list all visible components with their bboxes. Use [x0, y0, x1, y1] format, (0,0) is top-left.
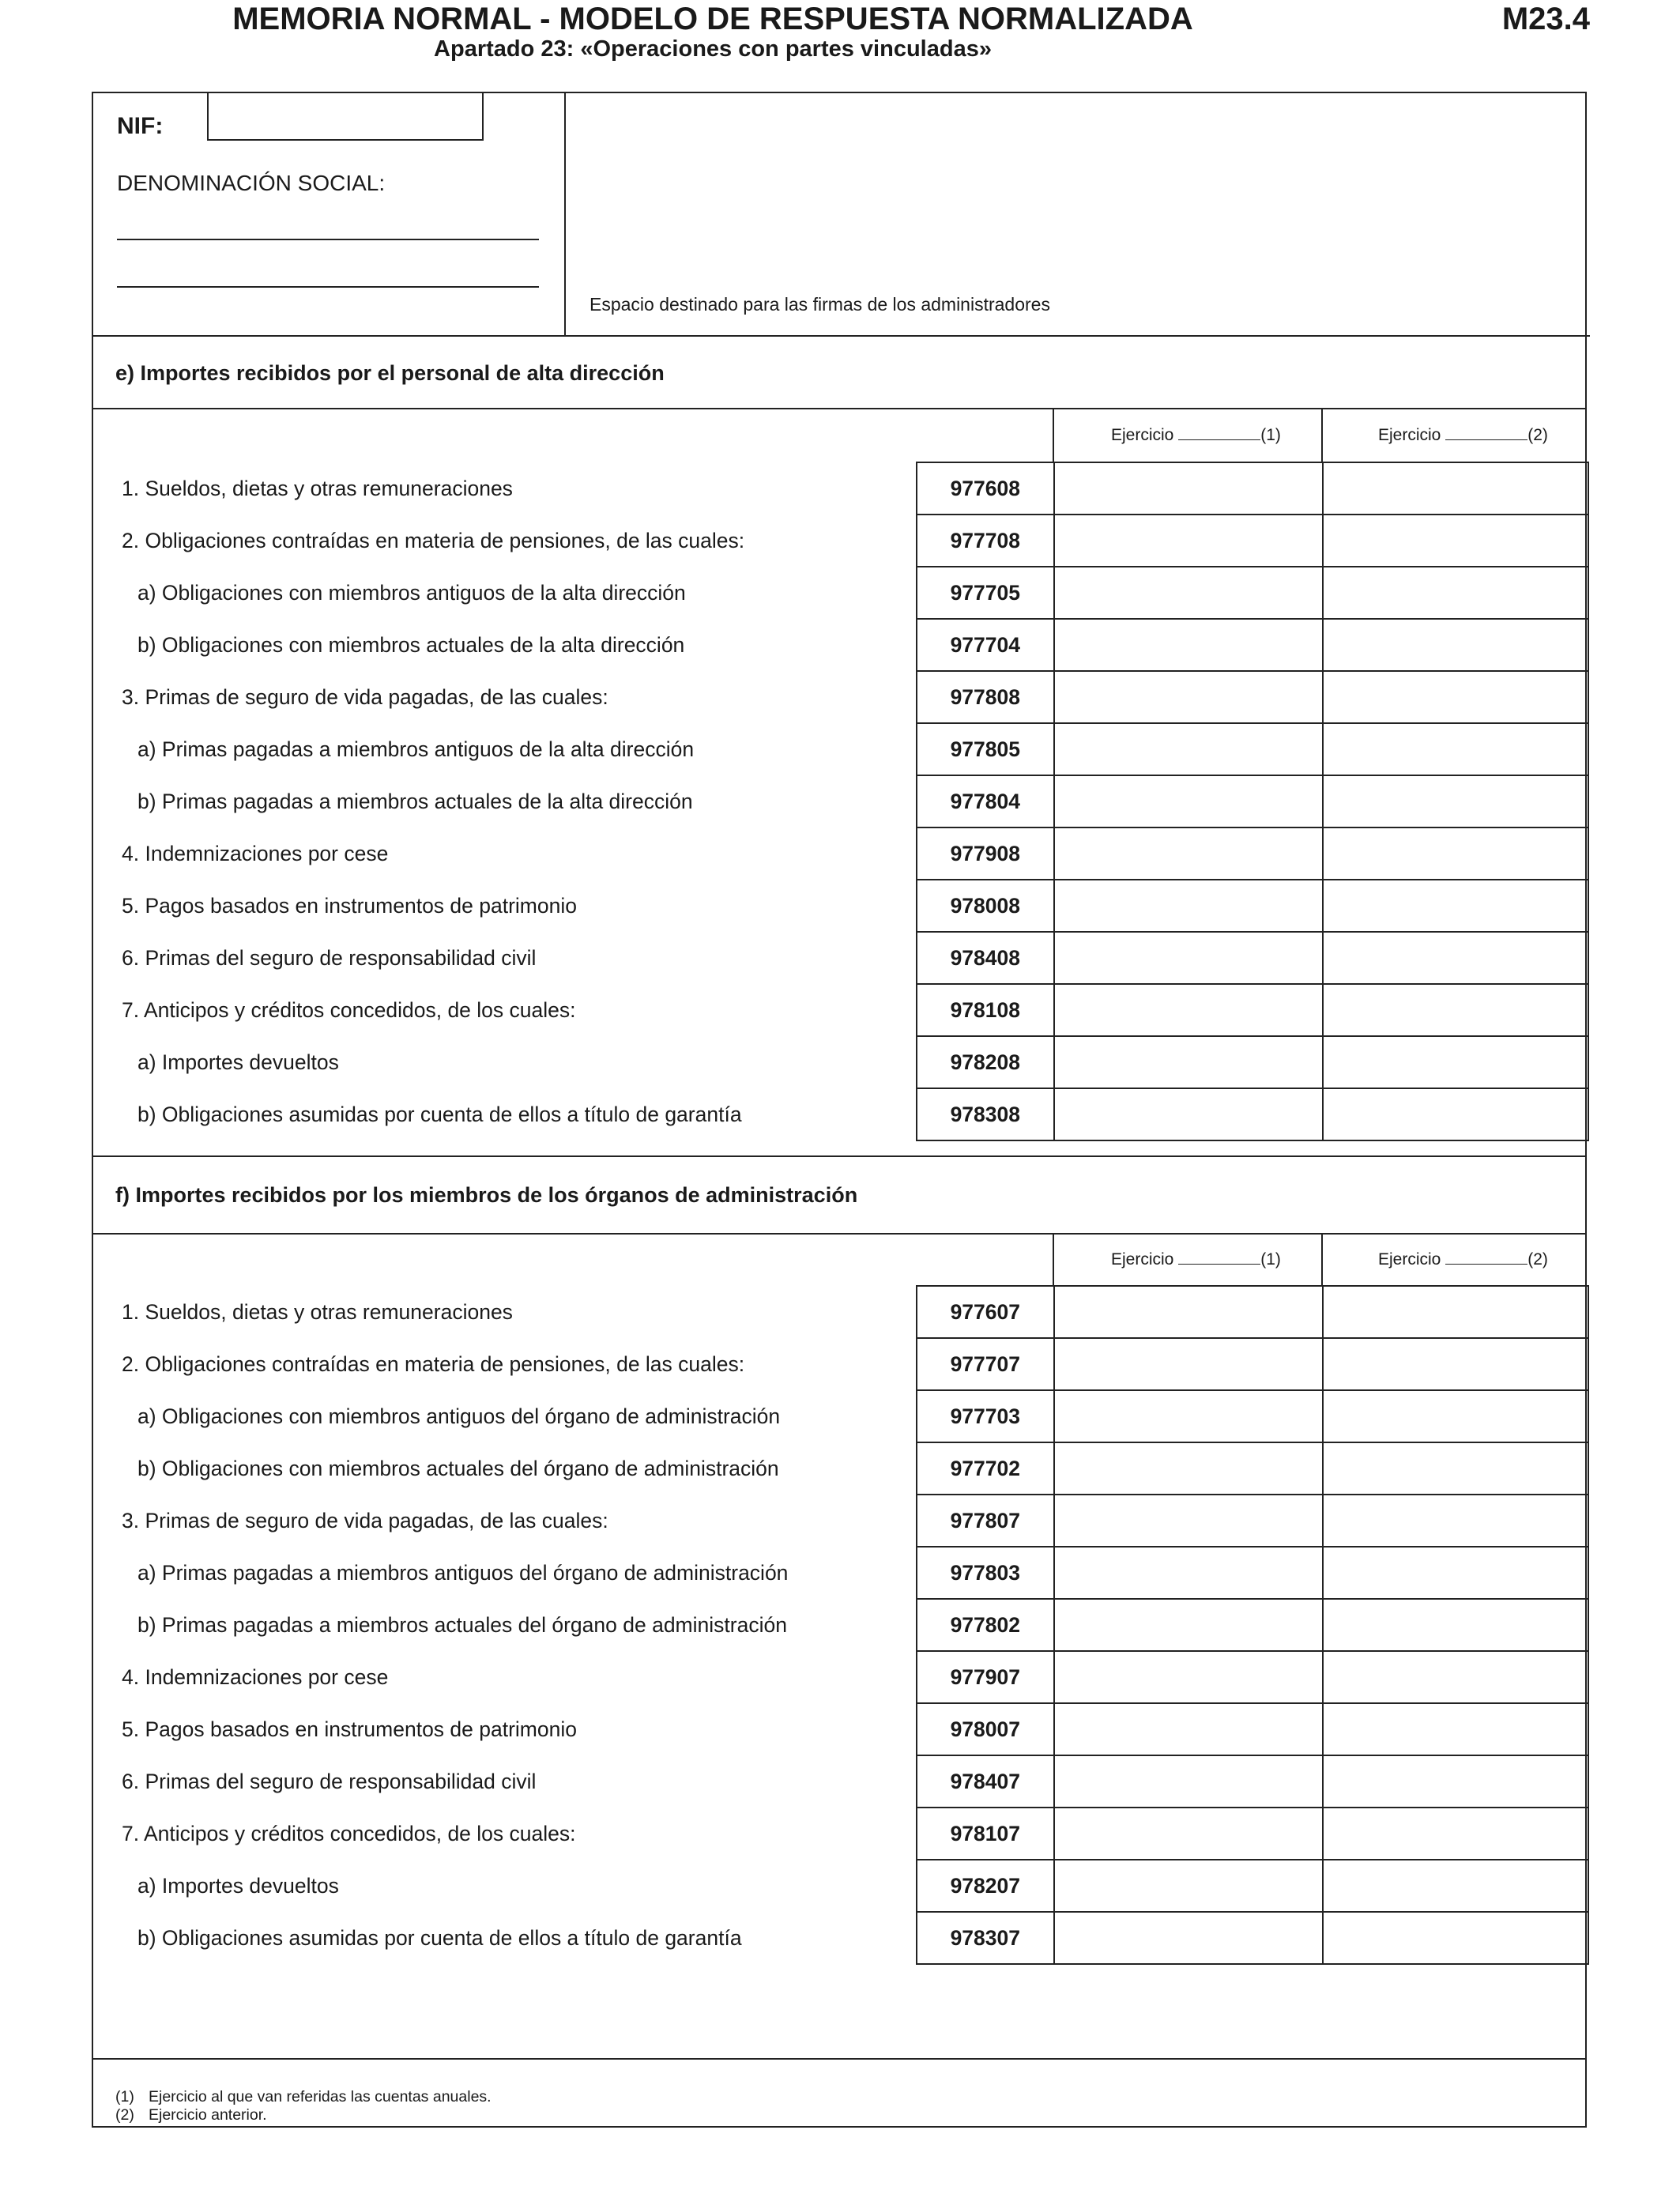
value-current-year-field[interactable] — [1054, 1912, 1323, 1964]
row-label: a) Obligaciones con miembros antiguos de la alta dirección — [137, 580, 686, 605]
value-previous-year-field[interactable] — [1323, 1036, 1588, 1088]
value-current-year-field[interactable] — [1054, 515, 1323, 567]
section-e-ejercicio-2 — [1378, 425, 1548, 445]
value-previous-year-field[interactable] — [1323, 462, 1588, 515]
row-code: 977803 — [917, 1547, 1054, 1599]
row-label: 6. Primas del seguro de responsabilidad civil — [122, 1769, 537, 1793]
value-previous-year-field[interactable] — [1323, 932, 1588, 984]
section-f-col1-top-line — [1053, 1233, 1054, 1287]
row-label: 5. Pagos basados en instrumentos de patrimonio — [122, 893, 577, 918]
section-e-title: e) Importes recibidos por el personal de alta dirección — [115, 361, 665, 385]
row-label: b) Obligaciones asumidas por cuenta de ellos a título de garantía — [137, 1102, 742, 1126]
table-row — [92, 984, 1588, 1036]
row-label: b) Primas pagadas a miembros actuales del órgano de administración — [137, 1612, 787, 1637]
table-row — [92, 1547, 1588, 1599]
section-f-ejercicio-2 — [1378, 1250, 1548, 1269]
value-previous-year-field[interactable] — [1323, 880, 1588, 932]
footnote-1: (1) Ejercicio al que van referidas las cuentas anuales. — [115, 2088, 492, 2105]
row-label: 4. Indemnizaciones por cese — [122, 841, 389, 865]
footnotes — [115, 2088, 492, 2124]
row-code: 977802 — [917, 1599, 1054, 1651]
value-previous-year-field[interactable] — [1323, 1547, 1588, 1599]
row-label: 3. Primas de seguro de vida pagadas, de las cuales: — [122, 684, 608, 709]
divider-section-f — [92, 1155, 1587, 1157]
row-label: 7. Anticipos y créditos concedidos, de los cuales: — [122, 1821, 576, 1845]
row-label: a) Primas pagadas a miembros antiguos de la alta dirección — [137, 737, 695, 761]
denominacion-line-1[interactable] — [117, 239, 539, 240]
table-row — [92, 619, 1588, 671]
value-current-year-field[interactable] — [1054, 827, 1323, 880]
row-label: b) Primas pagadas a miembros actuales de la alta dirección — [137, 789, 693, 813]
value-current-year-field[interactable] — [1054, 723, 1323, 775]
table-row — [92, 1088, 1588, 1140]
value-current-year-field[interactable] — [1054, 984, 1323, 1036]
ejercicio-label: Ejercicio — [1111, 1250, 1174, 1269]
value-current-year-field[interactable] — [1054, 1390, 1323, 1442]
table-row — [92, 723, 1588, 775]
table-row — [92, 1338, 1588, 1390]
row-label: a) Importes devueltos — [137, 1873, 339, 1898]
value-current-year-field[interactable] — [1054, 1755, 1323, 1808]
table-row — [92, 1860, 1588, 1912]
row-code: 978307 — [917, 1912, 1054, 1964]
divider-section-f-header — [92, 1233, 1587, 1235]
row-label: 3. Primas de seguro de vida pagadas, de las cuales: — [122, 1508, 608, 1532]
ejercicio-label: Ejercicio — [1378, 1250, 1441, 1269]
row-code: 978308 — [917, 1088, 1054, 1140]
row-label: 7. Anticipos y créditos concedidos, de los cuales: — [122, 997, 576, 1022]
value-previous-year-field[interactable] — [1323, 619, 1588, 671]
value-previous-year-field[interactable] — [1323, 1286, 1588, 1338]
row-label: b) Obligaciones con miembros actuales del órgano de administración — [137, 1456, 779, 1480]
row-code: 977705 — [917, 567, 1054, 619]
value-previous-year-field[interactable] — [1323, 567, 1588, 619]
table-row — [92, 1651, 1588, 1703]
table-row — [92, 462, 1588, 515]
table-row — [92, 932, 1588, 984]
row-label: b) Obligaciones asumidas por cuenta de ellos a título de garantía — [137, 1925, 742, 1950]
footnote-2: (2) Ejercicio anterior. — [115, 2106, 267, 2124]
value-current-year-field[interactable] — [1054, 880, 1323, 932]
ejercicio-label: Ejercicio — [1378, 426, 1441, 444]
section-e-col2-top-line — [1321, 408, 1323, 463]
row-code: 977608 — [917, 462, 1054, 515]
value-previous-year-field[interactable] — [1323, 515, 1588, 567]
section-e-table — [92, 462, 1589, 1141]
value-current-year-field[interactable] — [1054, 671, 1323, 723]
ejercicio-ref: (2) — [1527, 1250, 1548, 1269]
row-code: 977708 — [917, 515, 1054, 567]
row-code: 978108 — [917, 984, 1054, 1036]
row-code: 977808 — [917, 671, 1054, 723]
value-previous-year-field[interactable] — [1323, 723, 1588, 775]
row-code: 977805 — [917, 723, 1054, 775]
form-title: MEMORIA NORMAL - MODELO DE RESPUESTA NORMALIZADA — [232, 2, 1193, 36]
table-row — [92, 1286, 1588, 1338]
row-code: 977704 — [917, 619, 1054, 671]
ejercicio-ref: (1) — [1260, 426, 1281, 444]
section-e-ejercicio-1 — [1111, 425, 1281, 445]
value-previous-year-field[interactable] — [1323, 1860, 1588, 1912]
row-code: 978107 — [917, 1808, 1054, 1860]
value-current-year-field[interactable] — [1054, 1703, 1323, 1755]
row-label: 4. Indemnizaciones por cese — [122, 1664, 389, 1689]
value-current-year-field[interactable] — [1054, 462, 1323, 515]
divider-section-e-header — [92, 408, 1587, 409]
row-label: 1. Sueldos, dietas y otras remuneraciones — [122, 476, 513, 500]
ejercicio-ref: (2) — [1527, 426, 1548, 444]
value-current-year-field[interactable] — [1054, 1599, 1323, 1651]
value-previous-year-field[interactable] — [1323, 1808, 1588, 1860]
value-previous-year-field[interactable] — [1323, 1703, 1588, 1755]
value-current-year-field[interactable] — [1054, 1286, 1323, 1338]
section-f-title: f) Importes recibidos por los miembros de los órganos de administración — [115, 1183, 858, 1207]
table-row — [92, 1912, 1588, 1964]
row-code: 977804 — [917, 775, 1054, 827]
value-previous-year-field[interactable] — [1323, 1495, 1588, 1547]
ejercicio-blank[interactable] — [1178, 425, 1260, 440]
value-previous-year-field[interactable] — [1323, 1338, 1588, 1390]
row-label: 2. Obligaciones contraídas en materia de pensiones, de las cuales: — [122, 1351, 745, 1376]
ejercicio-label: Ejercicio — [1111, 426, 1174, 444]
value-current-year-field[interactable] — [1054, 1495, 1323, 1547]
row-label: b) Obligaciones con miembros actuales de la alta dirección — [137, 632, 685, 657]
ejercicio-blank[interactable] — [1445, 425, 1527, 440]
table-row — [92, 1036, 1588, 1088]
row-code: 977908 — [917, 827, 1054, 880]
table-row — [92, 567, 1588, 619]
ejercicio-blank[interactable] — [1178, 1250, 1260, 1265]
value-current-year-field[interactable] — [1054, 775, 1323, 827]
table-row — [92, 1703, 1588, 1755]
value-previous-year-field[interactable] — [1323, 827, 1588, 880]
value-previous-year-field[interactable] — [1323, 1088, 1588, 1140]
nif-input[interactable] — [207, 92, 484, 141]
value-current-year-field[interactable] — [1054, 1088, 1323, 1140]
value-current-year-field[interactable] — [1054, 1036, 1323, 1088]
row-label: 5. Pagos basados en instrumentos de patrimonio — [122, 1717, 577, 1741]
table-row — [92, 1495, 1588, 1547]
row-code: 977702 — [917, 1442, 1054, 1495]
row-code: 977607 — [917, 1286, 1054, 1338]
nif-label: NIF: — [117, 113, 164, 139]
value-current-year-field[interactable] — [1054, 932, 1323, 984]
value-current-year-field[interactable] — [1054, 1547, 1323, 1599]
form-code: M23.4 — [1501, 2, 1590, 36]
id-block-divider — [564, 92, 566, 335]
row-code: 978407 — [917, 1755, 1054, 1808]
table-row — [92, 775, 1588, 827]
divider-footnotes — [92, 2058, 1587, 2060]
ejercicio-ref: (1) — [1260, 1250, 1281, 1269]
row-code: 977807 — [917, 1495, 1054, 1547]
row-code: 978207 — [917, 1860, 1054, 1912]
table-row — [92, 1599, 1588, 1651]
table-row — [92, 515, 1588, 567]
value-current-year-field[interactable] — [1054, 567, 1323, 619]
value-previous-year-field[interactable] — [1323, 1442, 1588, 1495]
value-previous-year-field[interactable] — [1323, 1912, 1588, 1964]
section-f-ejercicio-1 — [1111, 1250, 1281, 1269]
row-code: 978208 — [917, 1036, 1054, 1088]
section-f-table — [92, 1285, 1589, 1965]
row-label: 1. Sueldos, dietas y otras remuneraciones — [122, 1299, 513, 1324]
value-previous-year-field[interactable] — [1323, 1390, 1588, 1442]
form-subtitle: Apartado 23: «Operaciones con partes vinculadas» — [434, 36, 992, 62]
value-previous-year-field[interactable] — [1323, 1599, 1588, 1651]
value-current-year-field[interactable] — [1054, 1442, 1323, 1495]
divider-id-block — [92, 335, 1590, 337]
table-row — [92, 671, 1588, 723]
table-row — [92, 880, 1588, 932]
value-current-year-field[interactable] — [1054, 1808, 1323, 1860]
table-row — [92, 1808, 1588, 1860]
row-code: 977707 — [917, 1338, 1054, 1390]
value-current-year-field[interactable] — [1054, 1860, 1323, 1912]
row-label: a) Primas pagadas a miembros antiguos del órgano de administración — [137, 1560, 789, 1585]
value-previous-year-field[interactable] — [1323, 984, 1588, 1036]
row-code: 977703 — [917, 1390, 1054, 1442]
value-current-year-field[interactable] — [1054, 619, 1323, 671]
section-f-col2-top-line — [1321, 1233, 1323, 1287]
value-current-year-field[interactable] — [1054, 1651, 1323, 1703]
denominacion-line-2[interactable] — [117, 286, 539, 288]
table-row — [92, 1755, 1588, 1808]
row-label: 6. Primas del seguro de responsabilidad civil — [122, 945, 537, 970]
section-e-col1-top-line — [1053, 408, 1054, 463]
row-code: 978007 — [917, 1703, 1054, 1755]
value-current-year-field[interactable] — [1054, 1338, 1323, 1390]
row-code: 977907 — [917, 1651, 1054, 1703]
denominacion-label: DENOMINACIÓN SOCIAL: — [117, 171, 386, 195]
row-label: 2. Obligaciones contraídas en materia de pensiones, de las cuales: — [122, 528, 745, 552]
firmas-label: Espacio destinado para las firmas de los administradores — [590, 294, 1050, 315]
row-label: a) Obligaciones con miembros antiguos del órgano de administración — [137, 1404, 781, 1428]
ejercicio-blank[interactable] — [1445, 1250, 1527, 1265]
table-row — [92, 827, 1588, 880]
value-previous-year-field[interactable] — [1323, 1651, 1588, 1703]
value-previous-year-field[interactable] — [1323, 671, 1588, 723]
value-previous-year-field[interactable] — [1323, 775, 1588, 827]
row-code: 978008 — [917, 880, 1054, 932]
value-previous-year-field[interactable] — [1323, 1755, 1588, 1808]
table-row — [92, 1390, 1588, 1442]
table-row — [92, 1442, 1588, 1495]
row-code: 978408 — [917, 932, 1054, 984]
row-label: a) Importes devueltos — [137, 1050, 339, 1074]
